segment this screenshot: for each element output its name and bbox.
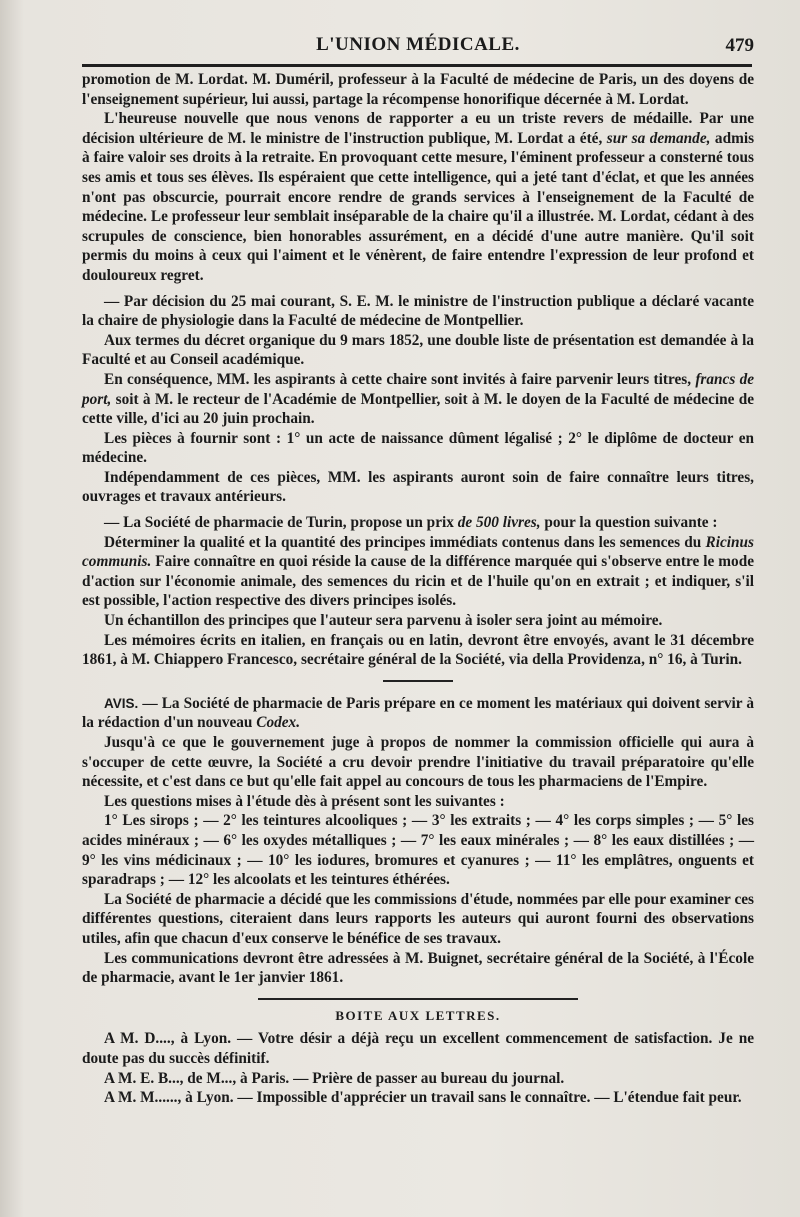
running-title: L'UNION MÉDICALE. [316,34,520,55]
letter-item: A M. E. B..., de M..., à Paris. — Prière de passer au bureau du journal. [104,1069,565,1087]
letter-item: A M. M......, à Lyon. — Impossible d'apprécier un travail sans le connaître. — L'étendue fait peur. [104,1089,742,1107]
text-run: — La Société de pharmacie de Paris prépare en ce moment les matériaux qui doivent servir à la rédaction d'un nouveau [82,694,755,732]
text-run: En conséquence, MM. les aspirants à cette chaire sont invités à faire parvenir leurs titres, [104,370,692,388]
paragraph [82,533,754,611]
paragraph [82,370,754,429]
avis-label: AVIS. [104,695,139,711]
paragraph [82,109,754,285]
paragraph: Les mémoires écrits en italien, en français ou en latin, devront être envoyés, avant le 31 décembre 1861, à M. Chiappero Francesco, secrétaire général de la Société, via della Providenza, n° 16, à Turin. [82,631,754,669]
paragraph: Les pièces à fournir sont : 1° un acte de naissance dûment légalisé ; 2° le diplôme de docteur en médecine. [82,429,754,467]
header-rule [82,64,752,67]
section-separator [383,680,453,682]
text-run: Faire connaître en quoi réside la cause de la différence marquée qui s'observe entre le mode d'action sur l'économie animale, des semences du ricin et de l'huile qu'on en extrait ; et indiquer, s'il est possible, l'action respective des divers principes isolés. [82,553,754,610]
italic-run: de 500 livres, [457,514,541,532]
italic-run: francs de port, [82,370,755,408]
paragraph: promotion de M. Lordat. M. Duméril, professeur à la Faculté de médecine de Paris, un des doyens de l'enseignement supérieur, lui aussi, partage la récompense honorifique décernée à M. Lordat. [82,71,754,108]
paragraph: 1° Les sirops ; — 2° les teintures alcooliques ; — 3° les extraits ; — 4° les corps simples ; — 5° les acides minéraux ; — 6° les oxydes métalliques ; — 7° les eaux minérales ; — 8° les eaux distillées ; — 9° les vins médicinaux ; — 10° les iodures, bromures et cyanures ; — 11° les emplâtres, onguents et sparadraps ; — 12° les alcoolats et les teintures éthérées. [82,812,754,889]
text-run: admis à faire valoir ses droits à la retraite. En provoquant cette mesure, l'éminent professeur a consterné tous ses amis et tous ses élèves. Ils espéraient que cette intelligence, qui a jeté tant d'éclat, et que les années n'ont pas obscurcie, pourrait encore rendre de grands services à l'enseignement de la Faculté de médecine. Le professeur leur semblait inséparable de la chaire qu'il a illustrée. M. Lordat, cédant à des scrupules de conscience, bien honorables assurément, en a décidé d'une autre manière. Qu'il soit permis du moins à ceux qui l'aiment et le vénèrent, de faire entendre l'expression de leur profond et douloureux regret. [82,129,755,284]
italic-run: sur sa demande, [606,129,711,147]
italic-run: Codex. [256,714,301,732]
letters-title: BOITE AUX LETTRES. [335,1007,501,1023]
italic-run: Ricinus communis. [82,533,754,571]
text-run: L'heureuse nouvelle que nous venons de rapporter a eu un triste revers de médaille. Par une décision ultérieure de M. le ministre de l'instruction publique, M. Lordat a été, [82,110,754,147]
letter-item: A M. D...., à Lyon. — Votre désir a déjà reçu un excellent commencement de satisfaction. Je ne doute pas du succès définitif. [82,1030,754,1067]
paragraph: Jusqu'à ce que le gouvernement juge à propos de nommer la commission officielle qui aura à s'occuper de cette œuvre, la Société a cru devoir prendre l'initiative du travail préparatoire qu'elle nécessite, et c'est dans ce but qu'elle fait appel au concours de tous les pharmaciens de l'Empire. [82,734,754,791]
text-run: — La Société de pharmacie de Turin, propose un prix [104,514,454,532]
paragraph: Les communications devront être adressées à M. Buignet, secrétaire général de la Société, à l'École de pharmacie, avant le 1er janvier 1861. [82,949,754,987]
text-run: Déterminer la qualité et la quantité des principes immédiats contenus dans les semences du [104,533,702,551]
text-run: soit à M. le recteur de l'Académie de Montpellier, soit à M. le doyen de la Faculté de médecine de cette ville, d'ici au 20 juin prochain. [82,390,754,428]
paragraph: Les questions mises à l'étude dès à présent sont les suivantes : [104,792,505,810]
section-separator [258,998,578,1000]
paragraph [82,694,754,733]
paragraph: Un échantillon des principes que l'auteur sera parvenu à isoler sera joint au mémoire. [104,612,663,630]
paragraph [82,513,754,533]
page-number: 479 [725,35,754,56]
paragraph: La Société de pharmacie a décidé que les commissions d'étude, nommées par elle pour examiner ces différentes questions, citeraient dans leurs rapports les auteurs qui auront fourni des observations utiles, afin que chacun d'eux conserve le bénéfice de ses travaux. [82,890,754,947]
paragraph: Aux termes du décret organique du 9 mars 1852, une double liste de présentation est demandée à la Faculté et au Conseil académique. [82,331,754,369]
page-header [82,34,754,60]
paragraph: — Par décision du 25 mai courant, S. E. M. le ministre de l'instruction publique a déclaré vacante la chaire de physiologie dans la Faculté de médecine de Montpellier. [82,292,754,330]
article-body [82,70,754,1108]
text-run: pour la question suivante : [544,514,718,532]
paragraph: Indépendamment de ces pièces, MM. les aspirants auront soin de faire connaître leurs titres, ouvrages et travaux antérieurs. [82,468,754,506]
